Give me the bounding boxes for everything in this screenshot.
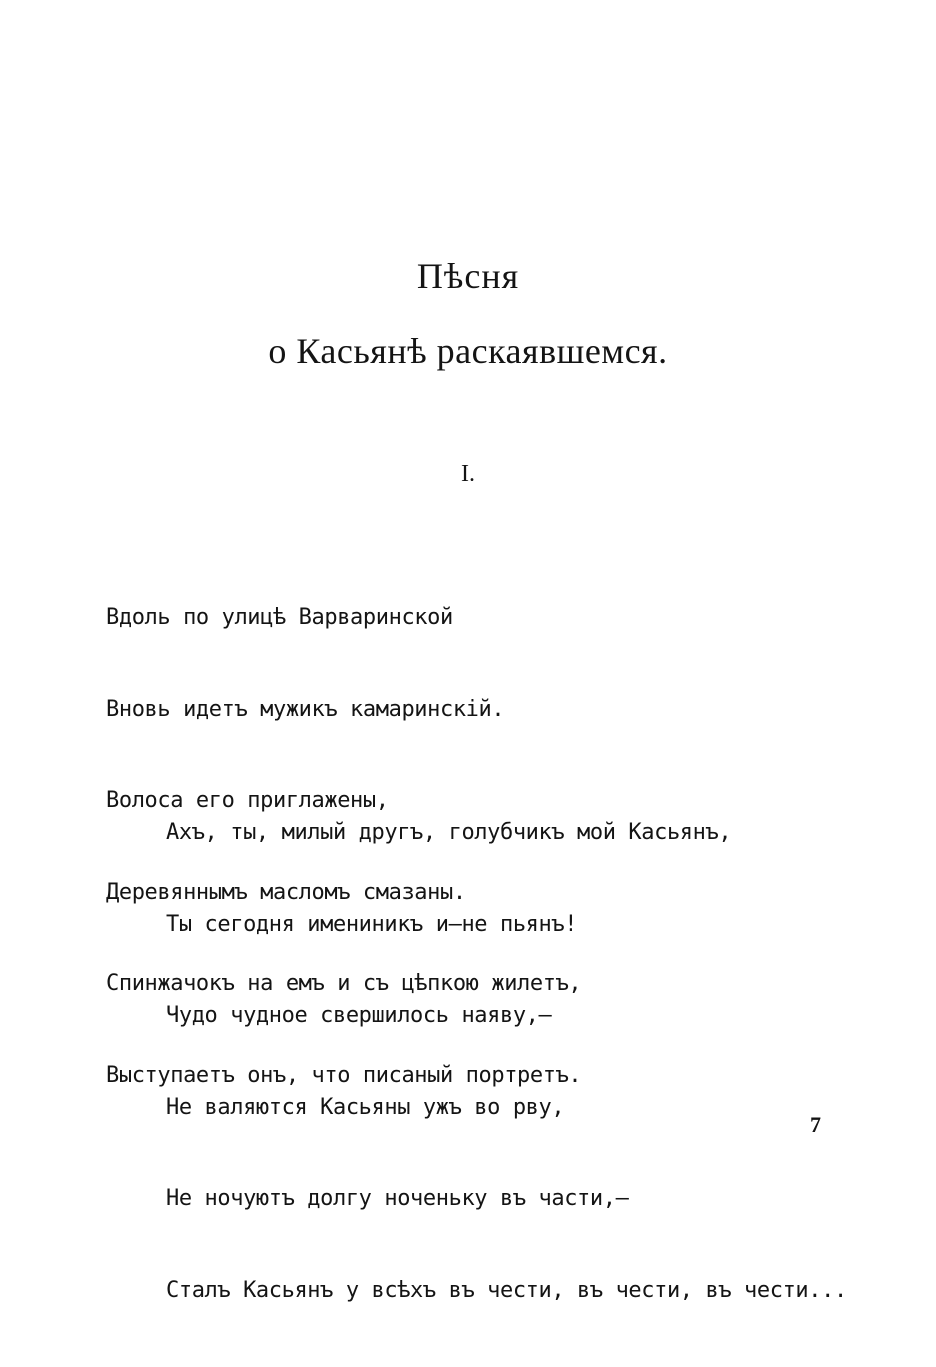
verse-line: Вдоль по улицѣ Варваринской [106, 605, 453, 630]
poem-title: Пѣсня [416, 256, 520, 296]
verse-line: Выступаетъ онъ, что писаный портретъ. [106, 1062, 582, 1088]
poem-subtitle: о Касьянѣ раскаявшемся. [268, 331, 668, 371]
verse-line: Спинжачокъ на емъ и съ цѣпкою жилетъ, [106, 971, 582, 996]
stanza-2-refrain [166, 757, 847, 1367]
verse-line: Не ночуютъ долгу ноченьку въ части,— [166, 1186, 629, 1211]
verse-line: Чудо чудное свершилось наяву,— [166, 1003, 552, 1028]
section-number: I. [461, 461, 475, 487]
verse-line: Вновь идетъ мужикъ камаринскій. [106, 696, 505, 722]
verse-line: Не валяются Касьяны ужъ во рву, [166, 1094, 565, 1120]
verse-line: Сталъ Касьянъ у всѣхъ въ чести, въ чести, въ чести... [166, 1277, 847, 1303]
verse-line: Ахъ, ты, милый другъ, голубчикъ мой Касьянъ, [166, 820, 732, 845]
page-number: 7 [810, 1112, 821, 1137]
verse-line: Деревяннымъ масломъ смазаны. [106, 879, 466, 905]
verse-line: Волоса его приглажены, [106, 788, 389, 813]
verse-line: Ты сегодня имениникъ и—не пьянъ! [166, 911, 578, 937]
